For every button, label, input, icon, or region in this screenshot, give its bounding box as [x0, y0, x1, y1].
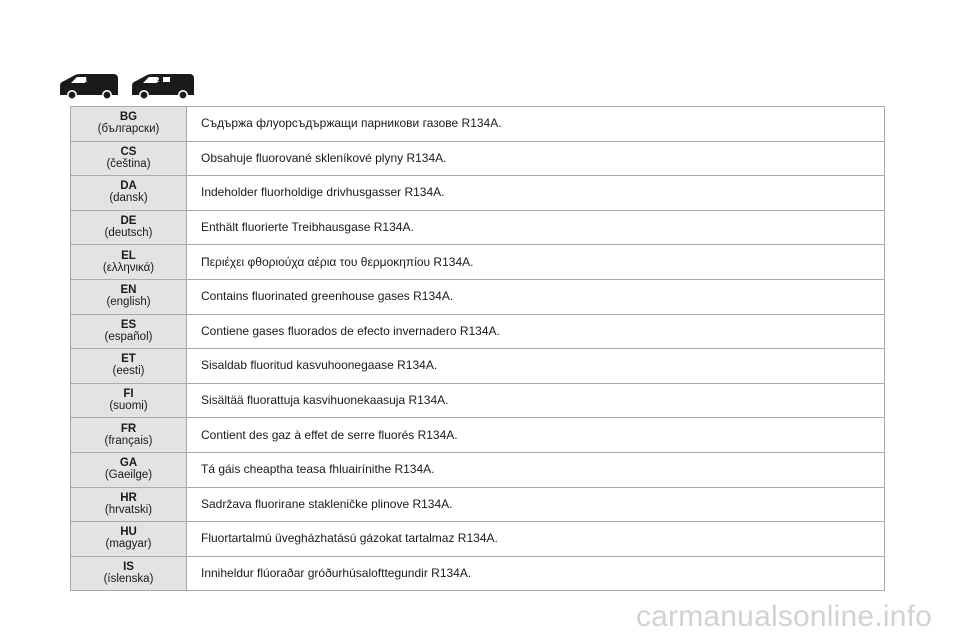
- language-code-cell: [71, 522, 187, 557]
- table-row: [71, 279, 885, 314]
- language-code: CS: [120, 145, 137, 158]
- language-code: IS: [123, 561, 134, 574]
- language-code: BG: [119, 111, 138, 124]
- language-code: HR: [120, 491, 137, 504]
- language-name: (español): [104, 330, 153, 343]
- statement-text: Sadržava fluorirane stakleničke plinove R134A.: [187, 487, 885, 522]
- language-code: FI: [123, 388, 134, 401]
- language-code-cell: [71, 383, 187, 418]
- language-name: (čeština): [106, 157, 151, 170]
- language-name: (english): [106, 296, 151, 309]
- table-row: [71, 314, 885, 349]
- svg-text:2: 2: [156, 78, 160, 84]
- language-code: DE: [120, 215, 137, 228]
- table-row: [71, 418, 885, 453]
- language-table: [70, 106, 885, 591]
- van-short-icon: [58, 71, 120, 99]
- statement-text: Enthält fluorierte Treibhausgase R134A.: [187, 210, 885, 245]
- table-row: [71, 383, 885, 418]
- statement-text: Sisältää fluorattuja kasvihuonekaasuja R134A.: [187, 383, 885, 418]
- watermark: carmanualsonline.info: [635, 600, 932, 633]
- table-row: [71, 522, 885, 557]
- language-name: (íslenska): [103, 573, 154, 586]
- vehicle-icons: [58, 71, 196, 99]
- language-code-cell: [71, 556, 187, 591]
- language-name: (suomi): [109, 400, 148, 413]
- statement-text: Indeholder fluorholdige drivhusgasser R134A.: [187, 176, 885, 211]
- language-name: (magyar): [105, 538, 152, 551]
- language-code: ET: [121, 353, 136, 366]
- svg-text:1: 1: [84, 78, 88, 84]
- table-row: [71, 210, 885, 245]
- table-row: [71, 452, 885, 487]
- language-code-cell: [71, 210, 187, 245]
- language-name: (Gaeilge): [104, 469, 153, 482]
- language-code-cell: [71, 107, 187, 142]
- statement-text: Contiene gases fluorados de efecto invernadero R134A.: [187, 314, 885, 349]
- language-code: DA: [120, 180, 137, 193]
- table-row: [71, 245, 885, 280]
- statement-text: Fluortartalmú üvegházhatású gázokat tartalmaz R134A.: [187, 522, 885, 557]
- language-code: EN: [120, 284, 137, 297]
- language-code: GA: [119, 457, 138, 470]
- language-code: EL: [121, 249, 136, 262]
- language-table-body: [71, 107, 885, 591]
- language-code-cell: [71, 452, 187, 487]
- language-code-cell: [71, 176, 187, 211]
- language-name: (ελληνικά): [102, 261, 155, 274]
- table-row: [71, 107, 885, 142]
- language-code-cell: [71, 314, 187, 349]
- language-name: (eesti): [112, 365, 145, 378]
- language-name: (dansk): [109, 192, 148, 205]
- table-row: [71, 556, 885, 591]
- table-row: [71, 176, 885, 211]
- statement-text: Contient des gaz à effet de serre fluorés R134A.: [187, 418, 885, 453]
- statement-text: Inniheldur flúoraðar gróðurhúsalofttegundir R134A.: [187, 556, 885, 591]
- language-code: HU: [120, 526, 137, 539]
- language-name: (hrvatski): [104, 503, 153, 516]
- language-name: (deutsch): [104, 227, 153, 240]
- language-code-cell: [71, 349, 187, 384]
- statement-text: Obsahuje fluorované skleníkové plyny R134A.: [187, 141, 885, 176]
- language-code-cell: [71, 245, 187, 280]
- language-name: (български): [97, 123, 160, 136]
- language-name: (français): [104, 434, 153, 447]
- statement-text: Sisaldab fluoritud kasvuhoonegaase R134A.: [187, 349, 885, 384]
- language-code: FR: [120, 422, 137, 435]
- statement-text: Tá gáis cheaptha teasa fhluairínithe R134A.: [187, 452, 885, 487]
- van-long-icon: [130, 71, 196, 99]
- language-code-cell: [71, 141, 187, 176]
- table-row: [71, 141, 885, 176]
- statement-text: Contains fluorinated greenhouse gases R134A.: [187, 279, 885, 314]
- language-code-cell: [71, 487, 187, 522]
- language-code-cell: [71, 279, 187, 314]
- language-code-cell: [71, 418, 187, 453]
- table-row: [71, 349, 885, 384]
- statement-text: Περιέχει φθοριούχα αέρια του θερμοκηπίου R134A.: [187, 245, 885, 280]
- language-code: ES: [120, 318, 137, 331]
- statement-text: Съдържа флуорсъдържащи парникови газове R134A.: [187, 107, 885, 142]
- table-row: [71, 487, 885, 522]
